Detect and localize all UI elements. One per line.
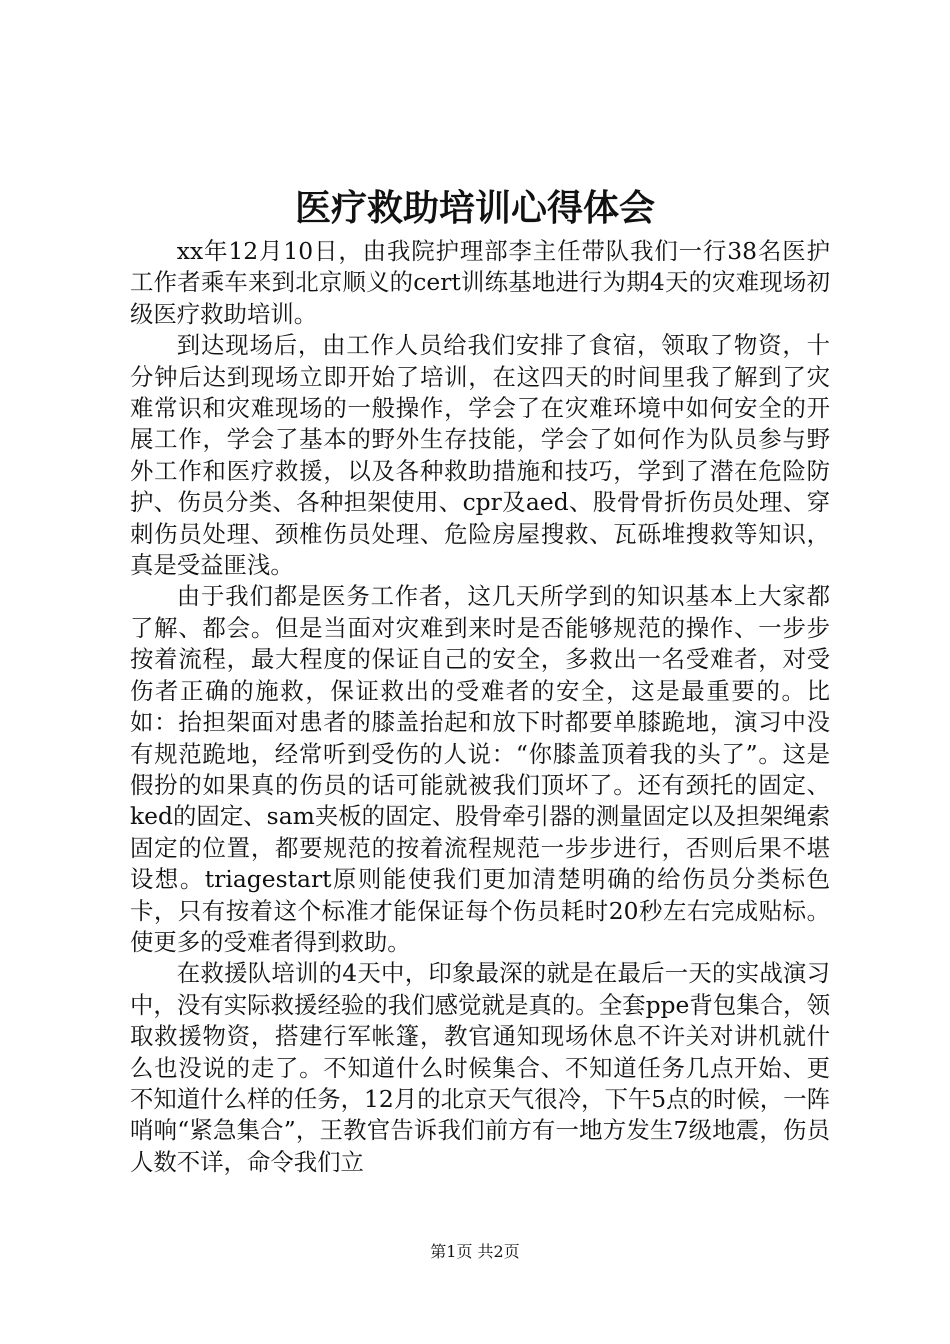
paragraph: xx年12月10日，由我院护理部李主任带队我们一行38名医护工作者乘车来到北京顺义的cert训练基地进行为期4天的灾难现场初级医疗救助培训。 (130, 237, 830, 328)
document-body (130, 236, 830, 1178)
page-number-footer: 第1页 共2页 (430, 1242, 520, 1261)
paragraph: 由于我们都是医务工作者，这几天所学到的知识基本上大家都了解、都会。但是当面对灾难到来时是否能够规范的操作、一步步按着流程，最大程度的保证自己的安全，多救出一名受难者，对受伤者正确的施救，保证救出的受难者的安全，这是最重要的。比如：抬担架面对患者的膝盖抬起和放下时都要单膝跪地，演习中没有规范跪地，经常听到受伤的人说：“你膝盖顶着我的头了”。这是假扮的如果真的伤员的话可能就被我们顶坏了。还有颈托的固定、ked的固定、sam夹板的固定、股骨牵引器的测量固定以及担架绳索固定的位置，都要规范的按着流程规范一步步进行，否则后果不堪设想。triagestart原则能使我们更加清楚明确的给伤员分类标色卡，只有按着这个标准才能保证每个伤员耗时20秒左右完成贴标。使更多的受难者得到救助。 (130, 582, 830, 956)
paragraph: 到达现场后，由工作人员给我们安排了食宿，领取了物资，十分钟后达到现场立即开始了培训，在这四天的时间里我了解到了灾难常识和灾难现场的一般操作，学会了在灾难环境中如何安全的开展工作，学会了基本的野外生存技能，学会了如何作为队员参与野外工作和医疗救援，以及各种救助措施和技巧，学到了潜在危险防护、伤员分类、各种担架使用、cpr及aed、股骨骨折伤员处理、穿刺伤员处理、颈椎伤员处理、危险房屋搜救、瓦砾堆搜救等知识，真是受益匪浅。 (130, 331, 830, 580)
document-title: 医疗救助培训心得体会 (294, 187, 655, 229)
paragraph: 在救援队培训的4天中，印象最深的就是在最后一天的实战演习中，没有实际救援经验的我们感觉就是真的。全套ppe背包集合，领取救援物资，搭建行军帐篷，教官通知现场休息不许关对讲机就什么也没说的走了。不知道什么时候集合、不知道任务几点开始、更不知道什么样的任务，12月的北京天气很冷，下午5点的时候，一阵哨响“紧急集合”，王教官告诉我们前方有一地方发生7级地震，伤员人数不详，命令我们立 (130, 959, 830, 1176)
